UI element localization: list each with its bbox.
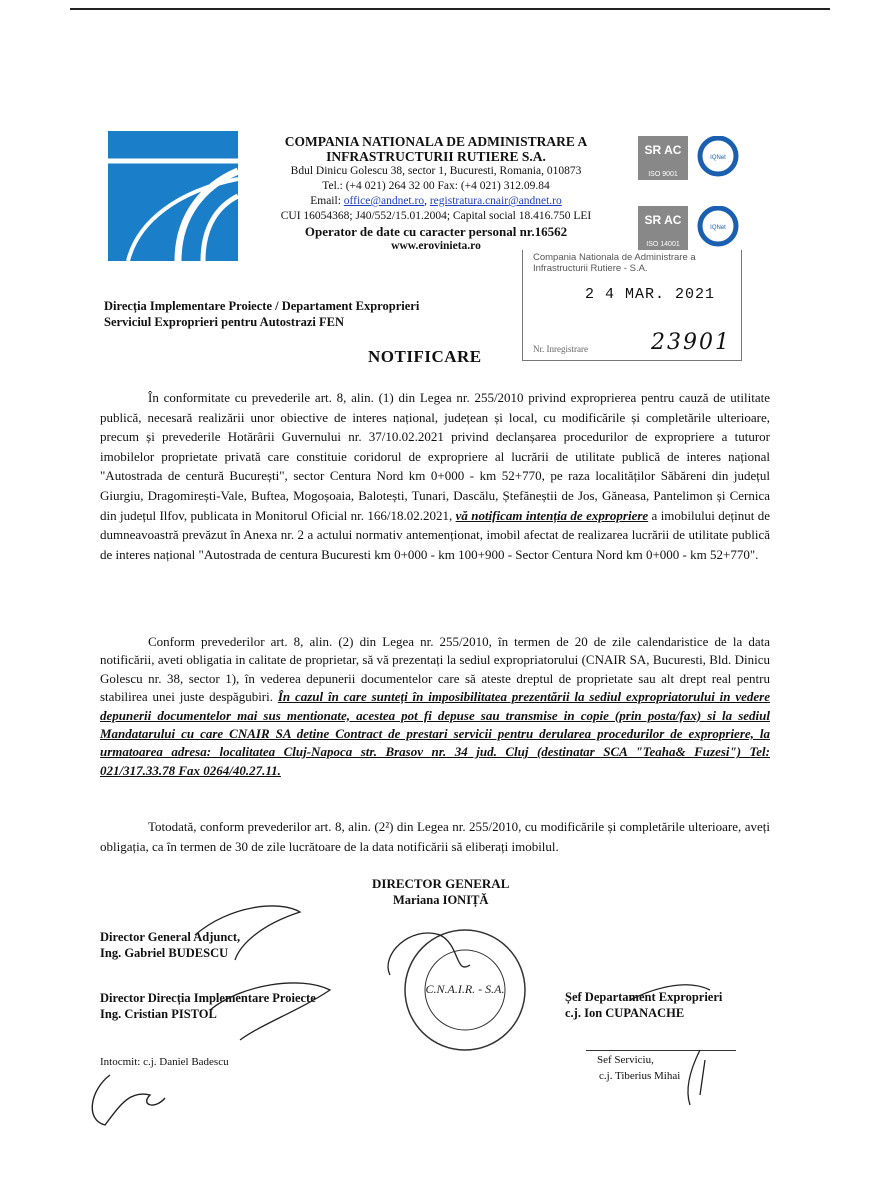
department-line2: Serviciul Exproprieri pentru Autostrazi FEN xyxy=(104,315,345,329)
cert1-label: SR AC xyxy=(644,143,682,157)
cert2-label: SR AC xyxy=(644,213,682,227)
adjunct-name: Ing. Gabriel BUDESCU xyxy=(100,946,229,960)
dip-director-title: Director Direcția Implementare Proiecte xyxy=(100,991,316,1005)
stamp-org: Compania Nationala de Administrare a Infrastructurii Rutiere - S.A. xyxy=(533,252,696,274)
dip-director-name: Ing. Cristian PISTOL xyxy=(100,1007,217,1021)
document-title: NOTIFICARE xyxy=(368,347,482,366)
body-paragraph-1: În conformitate cu prevederile art. 8, alin. (1) din Legea nr. 255/2010 privind exproprierea pentru cauză de utilitate publică, necesară realizării unor obiective de interes național, județean și local, cu modificările și completările ulterioare, precum și prevederile Hotărârii Guvernului nr. 37/10.02.2021 privind declanșarea procedurilor de expropriere a tuturor imobilelor proprietate privată care constituie coridorul de expropriere al lucrării de utilitate publică de interes național "Autostrada de centură București", sector Centura Nord km 0+000 - km 52+770, pe raza localităților Săbăreni din județul Giurgiu, Dragomirești-Vale, Buftea, Mogoșoaia, Balotești, Tunari, Dascălu, Ștefăneștii de Jos, Găneasa, Pantelimon și Cernica din județul Ilfov, publicata in Monitorul Oficial nr. 166/18.02.2021, vă notificam intenția de expropriere a imobilului deținut de dumneavoastră prevăzut în Anexa nr. 2 a actului normativ antemenționat, imobil afectat de realizarea lucrării de utilitate publică de interes național "Autostrada de centura Bucuresti km 0+000 - km 100+900 - Sector Centura Nord km 0+000 - km 52+770". xyxy=(100,390,770,562)
iqnet-label-2: IQNet xyxy=(710,225,726,231)
sef-departament-name: c.j. Ion CUPANACHE xyxy=(565,1006,685,1020)
body-paragraph-3: Totodată, conform prevederilor art. 8, alin. (2²) din Legea nr. 255/2010, cu modificările și completările ulterioare, aveți obligația, ca în termen de 30 de zile lucrătoare de la data notificării să eliberați imobilul. xyxy=(100,819,770,854)
data-operator: Operator de date cu caracter personal nr.16562 xyxy=(304,224,568,239)
company-address: Bdul Dinicu Golescu 38, sector 1, Bucuresti, Romania, 010873 xyxy=(290,165,582,177)
iqnet-label-1: IQNet xyxy=(710,155,726,161)
company-email: Email: office@andnet.ro, registratura.cnair@andnet.ro xyxy=(310,195,562,207)
expropriation-intent: vă notificam intenția de expropriere xyxy=(455,507,649,523)
stamp-nr-label: Nr. Inregistrare xyxy=(533,344,588,354)
adjunct-title: Director General Adjunct, xyxy=(100,930,241,944)
cert2-iso: ISO 14001 xyxy=(646,241,680,248)
stamp-nr-value: 23901 xyxy=(651,330,731,355)
company-name-line2: INFRASTRUCTURII RUTIERE S.A. xyxy=(326,149,546,164)
company-name-line1: COMPANIA NATIONALA DE ADMINISTRARE A xyxy=(284,134,588,149)
company-phone: Tel.: (+4 021) 264 32 00 Fax: (+4 021) 312.09.84 xyxy=(322,180,550,192)
director-general-name: Mariana IONIȚĂ xyxy=(392,893,489,907)
stamp-date: 2 4 MAR. 2021 xyxy=(585,286,716,303)
sef-serviciu-name: c.j. Tiberius Mihai xyxy=(599,1070,681,1082)
intocmit-line: Intocmit: c.j. Daniel Badescu xyxy=(100,1056,229,1068)
director-general-title: DIRECTOR GENERAL xyxy=(372,876,510,891)
sef-serviciu-title: Sef Serviciu, xyxy=(597,1054,654,1066)
email-link-office[interactable]: office@andnet.ro xyxy=(343,195,425,207)
email-link-registratura[interactable]: registratura.cnair@andnet.ro xyxy=(429,195,562,207)
sef-departament-title: Șef Departament Exproprieri xyxy=(565,990,723,1004)
seal-text: C.N.A.I.R. - S.A. xyxy=(425,982,505,996)
department-line1: Direcția Implementare Proiecte / Departament Exproprieri xyxy=(104,299,420,313)
company-website: www.erovinieta.ro xyxy=(391,240,481,252)
alternative-submission-note: În cazul în care sunteți în imposibilitatea prezentării la sediul expropriatorului in vedere depunerii documentelor mai sus mentionate, acestea pot fi depuse sau transmise in copie (prin posta/fax) si la sediul Mandatarului cu care CNAIR SA detine Contract de prestari servicii pentru derularea procedurilor de expropriere, la urmatoarea adresa: localitatea Cluj-Napoca str. Brasov nr. 34 jud. Cluj (destinatar SCA "Teaha& Fuzesi") Tel: 021/317.33.78 Fax 0264/40.27.11. xyxy=(100,689,771,778)
body-paragraph-2: Conform prevederilor art. 8, alin. (2) din Legea nr. 255/2010, în termen de 20 de zile calendaristice de la data notificării, aveti obligatia in calitate de proprietar, să vă prezentați la sediul expropriatorului (CNAIR SA, Bucuresti, Bld. Dinicu Golescu nr. 38, sector 1), în vederea depunerii documentelor care să ateste dreptul de proprietate sau alt drept real pentru stabilirea unei juste despăgubiri. În cazul în care sunteți în imposibilitatea prezentării la sediul expropriatorului in vedere depunerii documentelor mai sus mentionate, acestea pot fi depuse sau transmise in copie (prin posta/fax) si la sediul Mandatarului cu care CNAIR SA detine Contract de prestari servicii pentru derularea procedurilor de expropriere, la urmatoarea adresa: localitatea Cluj-Napoca str. Brasov nr. 34 jud. Cluj (destinatar SCA "Teaha& Fuzesi") Tel: 021/317.33.78 Fax 0264/40.27.11. xyxy=(100,634,771,778)
cert1-iso: ISO 9001 xyxy=(648,171,678,178)
company-registry: CUI 16054368; J40/552/15.01.2004; Capital social 18.416.750 LEI xyxy=(280,210,592,222)
